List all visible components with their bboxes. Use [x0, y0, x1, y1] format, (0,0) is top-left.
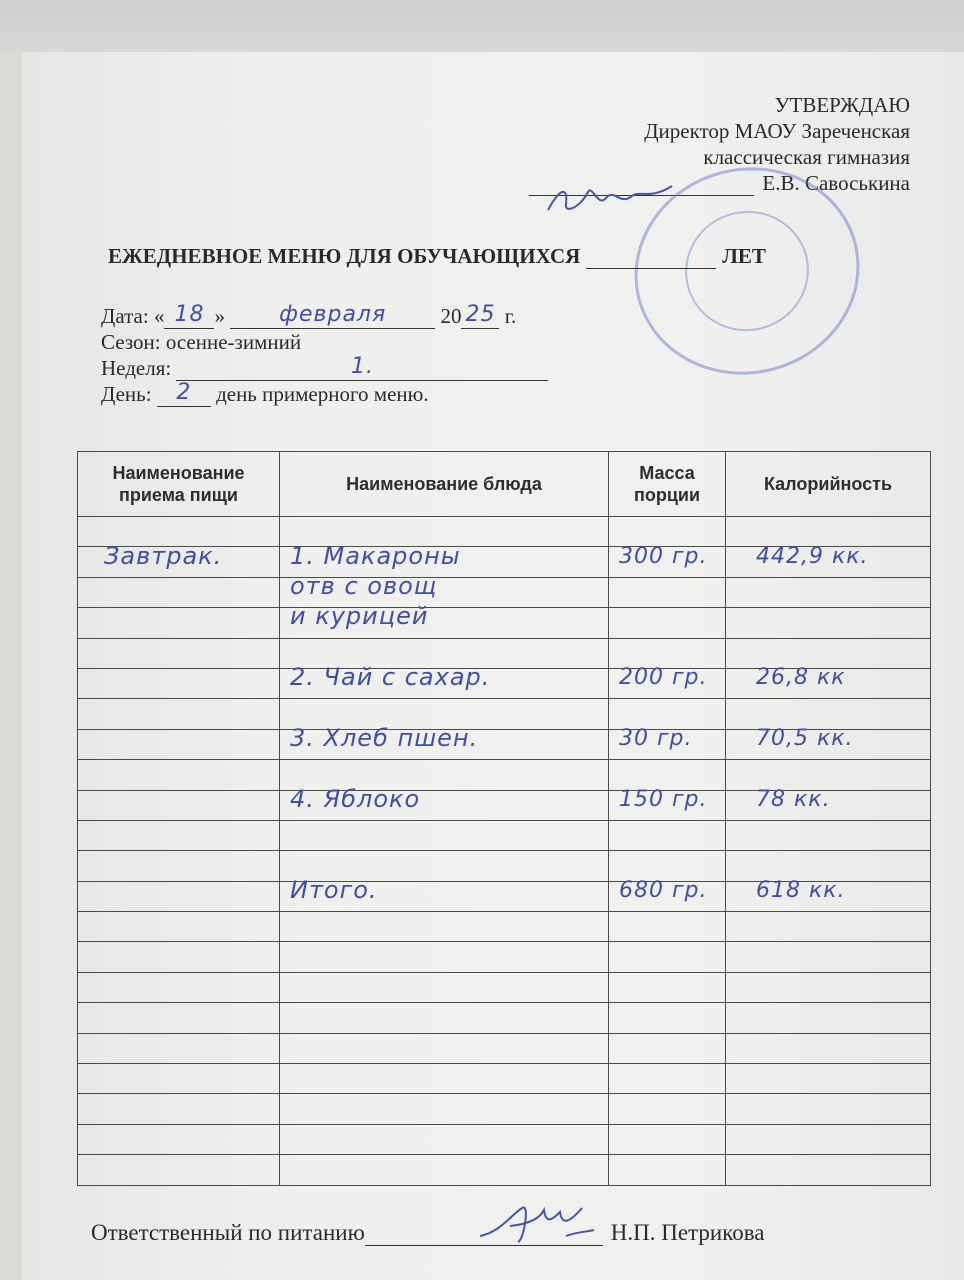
handwritten-entry: 680 гр. — [619, 877, 708, 903]
date-label: Дата: « — [101, 304, 165, 328]
responsible-signature-blank — [365, 1223, 603, 1246]
table-cell — [726, 1003, 931, 1033]
handwritten-entry: 3. Хлеб пшен. — [290, 723, 479, 752]
date-row — [101, 303, 548, 329]
table-row — [78, 912, 931, 942]
handwritten-entry: 26,8 кк — [756, 665, 846, 691]
handwritten-entry: 2. Чай с сахар. — [290, 663, 491, 692]
handwritten-entry: 1. Макароны — [290, 541, 461, 570]
table-row — [78, 1094, 931, 1124]
table-cell — [280, 1124, 609, 1154]
table-cell — [78, 760, 280, 790]
table-row — [78, 729, 931, 759]
date-day: 18 — [164, 304, 214, 329]
table-cell — [78, 668, 280, 698]
table-cell — [609, 972, 726, 1002]
table-cell — [280, 1003, 609, 1033]
handwritten-entry: 300 гр. — [619, 543, 708, 569]
season-row: Сезон: осенне-зимний — [101, 330, 302, 354]
table-cell — [78, 577, 280, 607]
table-cell — [78, 729, 280, 759]
day-label: День: — [101, 382, 152, 406]
table-row — [78, 608, 931, 638]
table-cell — [78, 1003, 280, 1033]
table-cell — [609, 608, 726, 638]
header-dish: Наименование блюда — [280, 452, 609, 517]
table-cell — [726, 577, 931, 607]
table-cell — [609, 1124, 726, 1154]
table-cell — [78, 912, 280, 942]
handwritten-entry: 70,5 кк. — [756, 725, 854, 751]
footer — [91, 1220, 764, 1246]
table-cell — [726, 786, 931, 820]
table-cell — [609, 877, 726, 911]
handwritten-entry: 200 гр. — [619, 665, 708, 691]
table-row — [78, 1124, 931, 1154]
table-cell — [726, 912, 931, 942]
title-text: ЕЖЕДНЕВНОЕ МЕНЮ ДЛЯ ОБУЧАЮЩИХСЯ — [108, 244, 581, 268]
table-cell — [280, 1094, 609, 1124]
table-cell — [609, 942, 726, 972]
header-mass: Масса порции — [609, 452, 726, 517]
table-cell — [609, 665, 726, 698]
handwritten-entry: 150 гр. — [619, 786, 708, 812]
date-year-suffix: 25 — [461, 304, 499, 329]
table-cell — [280, 1064, 609, 1094]
table-cell — [78, 1124, 280, 1154]
table-row — [78, 881, 931, 911]
document-title — [108, 244, 913, 269]
table-cell — [726, 665, 931, 698]
table-row — [78, 1003, 931, 1033]
table-cell — [726, 608, 931, 638]
table-row — [78, 942, 931, 972]
title-suffix: ЛЕТ — [722, 244, 766, 268]
table-cell — [78, 881, 280, 911]
table-cell — [609, 1094, 726, 1124]
table-cell — [609, 725, 726, 759]
table-body — [78, 517, 931, 1186]
table-row — [78, 1033, 931, 1063]
table-header-row — [78, 452, 931, 517]
table-cell — [726, 543, 931, 577]
table-cell — [78, 1033, 280, 1063]
approval-signer: Е.В. Савоськина — [762, 171, 910, 195]
background-strip — [0, 0, 964, 52]
table-cell — [726, 1033, 931, 1063]
table-cell — [609, 1155, 726, 1185]
table-cell — [78, 851, 280, 881]
menu-meta — [101, 303, 548, 407]
date-year-end: г. — [504, 304, 517, 328]
table-cell — [726, 1064, 931, 1094]
table-cell — [78, 541, 280, 577]
header-calories: Калорийность — [726, 452, 931, 517]
table-cell — [280, 602, 609, 638]
day-value: 2 — [157, 382, 211, 407]
table-cell — [280, 942, 609, 972]
table-cell — [609, 543, 726, 577]
approval-position: Директор МАОУ Зареченская — [644, 119, 910, 143]
week-value: 1. — [176, 356, 548, 381]
table-cell — [280, 912, 609, 942]
table-cell — [78, 1064, 280, 1094]
table-cell — [726, 1124, 931, 1154]
table-cell — [726, 820, 931, 850]
table-cell — [280, 1033, 609, 1063]
table-cell — [280, 663, 609, 698]
table-cell — [609, 786, 726, 820]
table-cell — [280, 875, 609, 911]
table-row — [78, 1155, 931, 1185]
table-cell — [78, 942, 280, 972]
table-cell — [78, 1094, 280, 1124]
table-cell — [78, 820, 280, 850]
handwritten-entry: и курицей — [290, 602, 429, 631]
week-label: Неделя: — [101, 356, 172, 380]
day-suffix: день примерного меню. — [216, 382, 429, 406]
handwritten-entry: 30 гр. — [619, 725, 693, 751]
footer-name: Н.П. Петрикова — [610, 1220, 765, 1245]
table-row — [78, 668, 931, 698]
table-cell — [78, 790, 280, 820]
table-cell — [78, 1155, 280, 1185]
table-row — [78, 1064, 931, 1094]
table-cell — [280, 972, 609, 1002]
table-row — [78, 820, 931, 850]
table-row — [78, 972, 931, 1002]
age-blank — [586, 250, 716, 269]
table-cell — [726, 972, 931, 1002]
menu-table — [77, 451, 931, 1186]
handwritten-entry: 618 кк. — [756, 877, 846, 903]
table-cell — [78, 608, 280, 638]
date-month: февраля — [230, 304, 435, 329]
table-cell — [726, 1155, 931, 1185]
week-row — [101, 355, 548, 381]
table-cell — [726, 942, 931, 972]
handwritten-entry: 78 кк. — [756, 786, 831, 812]
date-year-prefix: 20 — [440, 304, 462, 328]
table-cell — [280, 784, 609, 820]
date-quote: » — [214, 304, 225, 328]
approval-heading: УТВЕРЖДАЮ — [774, 93, 910, 117]
table-cell — [78, 638, 280, 668]
table-cell — [280, 820, 609, 850]
table-cell — [280, 1155, 609, 1185]
table-cell — [609, 1003, 726, 1033]
table-cell — [609, 820, 726, 850]
table-cell — [78, 972, 280, 1002]
table-cell — [609, 912, 726, 942]
handwritten-entry: Завтрак. — [104, 541, 223, 570]
table-cell — [609, 1064, 726, 1094]
table-cell — [726, 877, 931, 911]
table-row — [78, 790, 931, 820]
table-cell — [726, 1094, 931, 1124]
table-cell — [726, 725, 931, 759]
table-cell — [78, 699, 280, 729]
header-meal: Наименование приема пищи — [78, 452, 280, 517]
handwritten-entry: Итого. — [290, 875, 378, 904]
handwritten-entry: 4. Яблоко — [290, 784, 421, 813]
handwritten-entry: 442,9 кк. — [756, 543, 869, 569]
approval-organization: классическая гимназия — [703, 145, 910, 169]
table-cell — [609, 1033, 726, 1063]
handwritten-entry: отв с овощ — [290, 571, 438, 600]
day-row — [101, 381, 548, 407]
table-cell — [609, 577, 726, 607]
table-cell — [280, 723, 609, 759]
footer-label: Ответственный по питанию — [91, 1220, 365, 1245]
